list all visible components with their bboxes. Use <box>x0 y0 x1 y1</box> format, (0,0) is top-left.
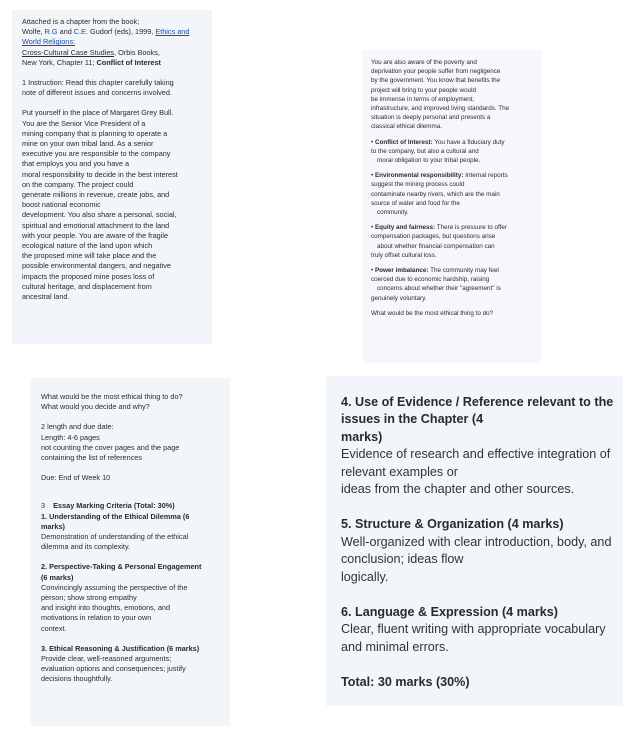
poverty-line: project will bring to your people would <box>371 86 477 94</box>
poverty-line: be immense in terms of employment, <box>371 95 475 103</box>
bullet-power: • Power imbalance: The community may feel <box>371 267 499 275</box>
poverty-paragraph <box>371 58 534 132</box>
author-link-ce[interactable]: C.E. <box>73 27 88 37</box>
chapter-title: Conflict of Interest <box>96 57 161 67</box>
instruction-line-2: note of different issues and concerns involved. <box>22 88 172 98</box>
due-date: Due: End of Week 10 <box>41 473 111 483</box>
scenario-line: Put yourself in the place of Margaret Grey Bull. <box>22 108 174 118</box>
scenario-line: ecological nature of the land upon which <box>22 241 153 251</box>
poverty-line: classical ethical dilemma. <box>371 123 443 131</box>
instruction-line-1: 1 Instruction: Read this chapter carefully taking <box>22 78 174 88</box>
length-heading: 2 length and due date: <box>41 422 114 432</box>
criterion-6-title: 6. Language & Expression (4 marks) <box>341 605 558 620</box>
question-1: What would be the most ethical thing to do? <box>41 392 183 401</box>
criterion-4-title: 4. Use of Evidence / Reference relevant to the <box>341 395 614 409</box>
scenario-body <box>22 108 204 302</box>
criteria-continued-panel: 4. Use of Evidence / Reference relevant to the issues in the Chapter (4 marks) Evidence of research and effective integration of relevant examples or ideas from the chapter and other sources. 5. Structure & Organization (4 marks) Well-organized with clear introduction, body, and conclusion; ideas flow logically. 6. Language & Expression (4 marks) Clear, fluent writing with appropriate vocabulary and minimal errors. Total: 30 marks (30%) <box>326 376 623 706</box>
scenario-line: cultural heritage, and displacement from <box>22 281 152 291</box>
poverty-line: situation is deeply personal and presents a <box>371 114 491 122</box>
book-subtitle: Cross-Cultural Case Studies <box>22 47 115 57</box>
criteria-heading: 3 Essay Marking Criteria (Total: 30%) <box>41 501 175 511</box>
scenario-details-panel: You are also aware of the poverty and deprivation your people suffer from negligence by the government. You know that benefits the project will bring to your people would be immense in terms of employment, infrastructure, and improved living standards. The situation is deeply personal and presents a classical ethical dilemma. • Conflict of Interest: You have a fiduciary duty to the company, but also a cultural and moral obligation to your tribal people. • Environmental responsibility: Internal reports suggest the mining process could contaminate nearby rivers, which are the main source of water and food for the community. • Equity and fairness: There is pressure to offer compensation packages, but questions arise about whether financial compensation can truly offset cultural loss. • Power imbalance: The community may feel coerced due to economic hardship, raising concerns about whether their "agreement" is genuinely voluntary. What would be the most ethical thing to do? <box>362 50 542 363</box>
criteria-panel: What would be the most ethical thing to do? What would you decide and why? 2 length and due date: Length: 4-6 pages not counting the cover pages and the page containing the list of references Due: End of Week 10 3 Essay Marking Criteria (Total: 30%) 1. Understanding of the Ethical Dilemma (6 marks) Demonstration of understanding of the ethical dilemma and its complexity. 2. Perspective-Taking & Personal Engagement (6 marks) Convincingly assuming the perspective of the person; show strong empathy and insight into thoughts, emotions, and motivations in relation to your own context. 3. Ethical Reasoning & Justification (6 marks) Provide clear, well-reasoned arguments; evaluation options and consequences; justify decisions thoughtfully. <box>30 378 230 726</box>
citation-authors: Wolfe, R.G and C.E. Gudorf (eds), 1999, Ethics and <box>22 27 190 37</box>
intro-text: Attached is a chapter from the book; <box>22 17 140 26</box>
scenario-line: possible environmental dangers, and negative <box>22 261 171 271</box>
author-link-rg[interactable]: R.G <box>44 27 58 37</box>
book-title-link[interactable]: Ethics and <box>155 27 190 37</box>
poverty-line: infrastructure, and improved living standards. The <box>371 105 510 113</box>
scenario-line: ancestral land. <box>22 292 70 302</box>
scenario-line: You are the Senior Vice President of a <box>22 118 146 128</box>
scenario-line: moral responsibility to decide in the best interest <box>22 169 178 179</box>
scenario-line: mining company that is planning to operate a <box>22 128 168 138</box>
scenario-line: that employs you and you have a <box>22 159 130 169</box>
scenario-line: mine on your own tribal land. As a senior <box>22 139 154 149</box>
book-title-link-2[interactable]: World Religions: <box>22 37 75 47</box>
scenario-line: impacts the proposed mine poses loss of <box>22 271 155 281</box>
poverty-line: You are also aware of the poverty and <box>371 59 477 66</box>
criterion-3-title: 3. Ethical Reasoning & Justification (6 marks) <box>41 643 200 653</box>
bullet-conflict: • Conflict of Interest: You have a fiduciary duty <box>371 138 505 146</box>
criterion-2-title: 2. Perspective-Taking & Personal Engagement <box>41 562 202 572</box>
scenario-line: boost national economic <box>22 200 101 210</box>
scenario-line: spiritual and emotional attachment to the land <box>22 220 170 230</box>
ethical-question: What would be the most ethical thing to do? <box>371 309 494 317</box>
bullet-equity: • Equity and fairness: There is pressure to offer <box>371 224 508 232</box>
criterion-1-title: 1. Understanding of the Ethical Dilemma (6 <box>41 511 190 521</box>
poverty-line: deprivation your people suffer from negligence <box>371 68 501 76</box>
assignment-intro-panel: Attached is a chapter from the book; Wolfe, R.G and C.E. Gudorf (eds), 1999, Ethics and World Religions: Cross-Cultural Case Studies, Orbis Books, New York, Chapter 11; Conflict of Interest 1 Instruction: Read this chapter carefully taking note of different issues and concerns involved. Put yourself in the place of Margaret Grey Bull. You are the Senior Vice President of a mining company that is planning to operate a mine on your own tribal land. As a senior executive you are responsible to the company that employs you and you have a moral responsibility to decide in the best interest on the company. The project could generate millions in revenue, create jobs, and boost national economic development. You also share a personal, social, spiritual and emotional attachment to the land with your people. You are aware of the fragile ecological nature of the land upon which the proposed mine will take place and the possible environmental dangers, and negative impacts the proposed mine poses loss of cultural heritage, and displacement from ancestral land. <box>12 10 212 344</box>
total-marks: Total: 30 marks (30%) <box>341 675 470 690</box>
scenario-line: on the company. The project could <box>22 179 134 189</box>
scenario-line: with your people. You are aware of the fragile <box>22 230 169 240</box>
scenario-line: executive you are responsible to the company <box>22 149 171 159</box>
criterion-5-title: 5. Structure & Organization (4 marks) <box>341 517 564 532</box>
scenario-line: generate millions in revenue, create jobs, and <box>22 190 170 200</box>
bullet-environment: • Environmental responsibility: Internal reports <box>371 172 508 180</box>
poverty-line: by the government. You know that benefits the <box>371 77 501 85</box>
scenario-line: the proposed mine will take place and the <box>22 251 157 261</box>
scenario-line: development. You also share a personal, social, <box>22 210 177 220</box>
question-2: What would you decide and why? <box>41 402 150 412</box>
